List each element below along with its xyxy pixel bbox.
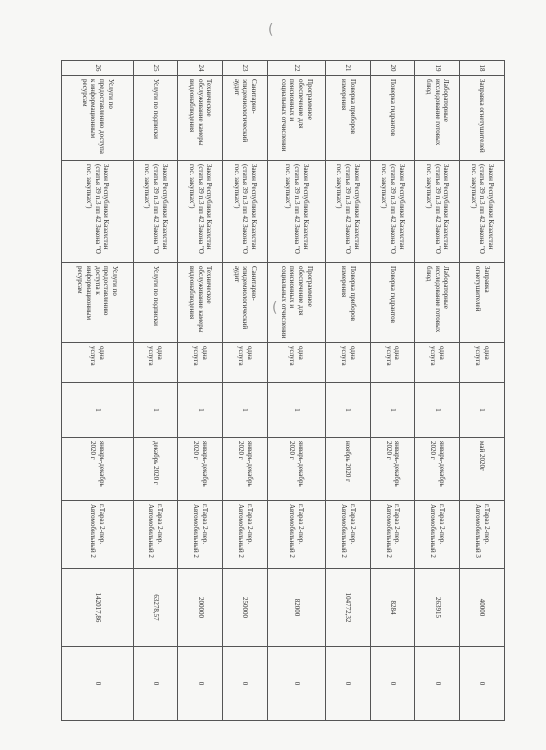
advance-percent-cell: 0 [133, 647, 178, 721]
row-number-cell: 19 [415, 61, 460, 76]
legal-basis-cell: Закон Республики Казахстан (статья 39 п.3 пп 42 Закона "О гос. закупках") [326, 161, 371, 263]
service-name-cell: Поверка приборов измерения [326, 76, 371, 161]
delivery-place-cell: г.Тараз 2-пер. Автомобильный 3 [460, 501, 505, 569]
row-number-cell: 20 [370, 61, 415, 76]
procurement-subject-cell: Санитарно-эпидемиологический аудит [223, 263, 268, 343]
delivery-place-cell: г.Тараз 2-пер. Автомобильный 2 [415, 501, 460, 569]
service-name-cell: Поверка гидрантов [370, 76, 415, 161]
advance-percent-cell: 0 [178, 647, 223, 721]
legal-basis-cell: Закон Республики Казахстан (статья 39 п.3 пп 42 Закона "О гос. закупках") [267, 161, 325, 263]
legal-basis-cell: Закон Республики Казахстан (статья 39 п.3 пп 42 Закона "О гос. закупках") [370, 161, 415, 263]
procurement-subject-cell: Заправка огнетушителей [460, 263, 505, 343]
service-name-cell: Услуги по подписки [133, 76, 178, 161]
table-row [267, 61, 325, 721]
advance-percent-cell: 0 [326, 647, 371, 721]
table-row [415, 61, 460, 721]
delivery-place-cell: г.Тараз 2-пер. Автомобильный 2 [326, 501, 371, 569]
procurement-subject-cell: Поверка приборов измерения [326, 263, 371, 343]
procurement-subject-cell: Поверка гидрантов [370, 263, 415, 343]
delivery-period-cell: январь-декабрь 2020 г [178, 438, 223, 501]
procurement-subject-cell: Программное обеспечение для пенсионных и социальных отчислении [267, 263, 325, 343]
advance-percent-cell: 0 [460, 647, 505, 721]
quantity-cell: 1 [133, 383, 178, 438]
delivery-period-cell: январь-декабрь 2020 г [370, 438, 415, 501]
legal-basis-cell: Закон Республики Казахстан (статья 39 п.3 пп 42 Закона "О гос. закупках") [460, 161, 505, 263]
service-name-cell: Услуги по предоставлению доступа к информационным ресурсам [62, 76, 134, 161]
legal-basis-cell: Закон Республики Казахстан (статья 39 п.3 пп 42 Закона "О гос. закупках") [62, 161, 134, 263]
scan-mark-middle: ( [272, 300, 278, 316]
table-row [326, 61, 371, 721]
advance-percent-cell: 0 [267, 647, 325, 721]
scan-mark-top: ( [268, 22, 274, 38]
row-number-cell: 23 [223, 61, 268, 76]
delivery-period-cell: ноябрь 2020 г [326, 438, 371, 501]
unit-of-measure-cell: одна услуга [133, 343, 178, 383]
quantity-cell: 1 [178, 383, 223, 438]
amount-cell: 104772,32 [326, 569, 371, 647]
quantity-cell: 1 [62, 383, 134, 438]
quantity-cell: 1 [223, 383, 268, 438]
service-name-cell: Лабораторные исследование готовых блюд [415, 76, 460, 161]
table-row [223, 61, 268, 721]
unit-of-measure-cell: одна услуга [326, 343, 371, 383]
table-row [178, 61, 223, 721]
table-row [62, 61, 134, 721]
procurement-table [61, 60, 505, 721]
delivery-period-cell: январь-декабрь 2020 г [223, 438, 268, 501]
delivery-place-cell: г.Тараз 2-пер. Автомобильный 2 [133, 501, 178, 569]
service-name-cell: Санитарно-эпидемиологический аудит [223, 76, 268, 161]
quantity-cell: 1 [370, 383, 415, 438]
delivery-period-cell: январь-декабрь 2020 г [62, 438, 134, 501]
table-row [370, 61, 415, 721]
legal-basis-cell: Закон Республики Казахстан (статья 39 п.3 пп 42 Закона "О гос. закупках") [223, 161, 268, 263]
delivery-place-cell: г.Тараз 2-пер. Автомобильный 2 [267, 501, 325, 569]
unit-of-measure-cell: одна услуга [267, 343, 325, 383]
rotated-page [61, 60, 505, 720]
advance-percent-cell: 0 [62, 647, 134, 721]
delivery-place-cell: г.Тараз 2-пер. Автомобильный 2 [223, 501, 268, 569]
row-number-cell: 26 [62, 61, 134, 76]
delivery-period-cell: май 2020г [460, 438, 505, 501]
unit-of-measure-cell: одна услуга [223, 343, 268, 383]
procurement-subject-cell: Лабораторные исследование готовых блюд [415, 263, 460, 343]
unit-of-measure-cell: одна услуга [460, 343, 505, 383]
delivery-place-cell: г.Тараз 2-пер. Автомобильный 2 [178, 501, 223, 569]
quantity-cell: 1 [415, 383, 460, 438]
amount-cell: 200000 [178, 569, 223, 647]
delivery-place-cell: г.Тараз 2-пер. Автомобильный 2 [62, 501, 134, 569]
table-row [460, 61, 505, 721]
delivery-place-cell: г.Тараз 2-пер. Автомобильный 2 [370, 501, 415, 569]
advance-percent-cell: 0 [415, 647, 460, 721]
legal-basis-cell: Закон Республики Казахстан (статья 39 п.3 пп 42 Закона "О гос. закупках") [415, 161, 460, 263]
procurement-subject-cell: Техническое обслуживание камеры видеонаблюдения [178, 263, 223, 343]
advance-percent-cell: 0 [223, 647, 268, 721]
amount-cell: 250000 [223, 569, 268, 647]
row-number-cell: 24 [178, 61, 223, 76]
unit-of-measure-cell: одна услуга [370, 343, 415, 383]
unit-of-measure-cell: одна услуга [415, 343, 460, 383]
delivery-period-cell: январь-декабрь 2020 г [267, 438, 325, 501]
row-number-cell: 18 [460, 61, 505, 76]
quantity-cell: 1 [460, 383, 505, 438]
amount-cell: 142017,86 [62, 569, 134, 647]
procurement-subject-cell: Услуги по подписки [133, 263, 178, 343]
quantity-cell: 1 [326, 383, 371, 438]
table-body [62, 61, 505, 721]
amount-cell: 263915 [415, 569, 460, 647]
amount-cell: 8284 [370, 569, 415, 647]
unit-of-measure-cell: одна услуга [178, 343, 223, 383]
amount-cell: 63278,57 [133, 569, 178, 647]
row-number-cell: 25 [133, 61, 178, 76]
amount-cell: 40000 [460, 569, 505, 647]
legal-basis-cell: Закон Республики Казахстан (статья 39 п.3 пп 42 Закона "О гос. закупках") [178, 161, 223, 263]
delivery-period-cell: декабрь 2020 г [133, 438, 178, 501]
row-number-cell: 21 [326, 61, 371, 76]
table-row [133, 61, 178, 721]
legal-basis-cell: Закон Республики Казахстан (статья 39 п.3 пп 42 Закона "О гос. закупках") [133, 161, 178, 263]
procurement-subject-cell: Услуги по предоставлению доступа к информационным ресурсам [62, 263, 134, 343]
unit-of-measure-cell: одна услуга [62, 343, 134, 383]
service-name-cell: Программное обеспечение для пенсионных и социальных отчислении [267, 76, 325, 161]
delivery-period-cell: январь-декабрь 2020 г [415, 438, 460, 501]
advance-percent-cell: 0 [370, 647, 415, 721]
amount-cell: 82000 [267, 569, 325, 647]
service-name-cell: Техническое обслуживание камеры видеонаблюдения [178, 76, 223, 161]
row-number-cell: 22 [267, 61, 325, 76]
service-name-cell: Заправка огнетушителей [460, 76, 505, 161]
quantity-cell: 1 [267, 383, 325, 438]
